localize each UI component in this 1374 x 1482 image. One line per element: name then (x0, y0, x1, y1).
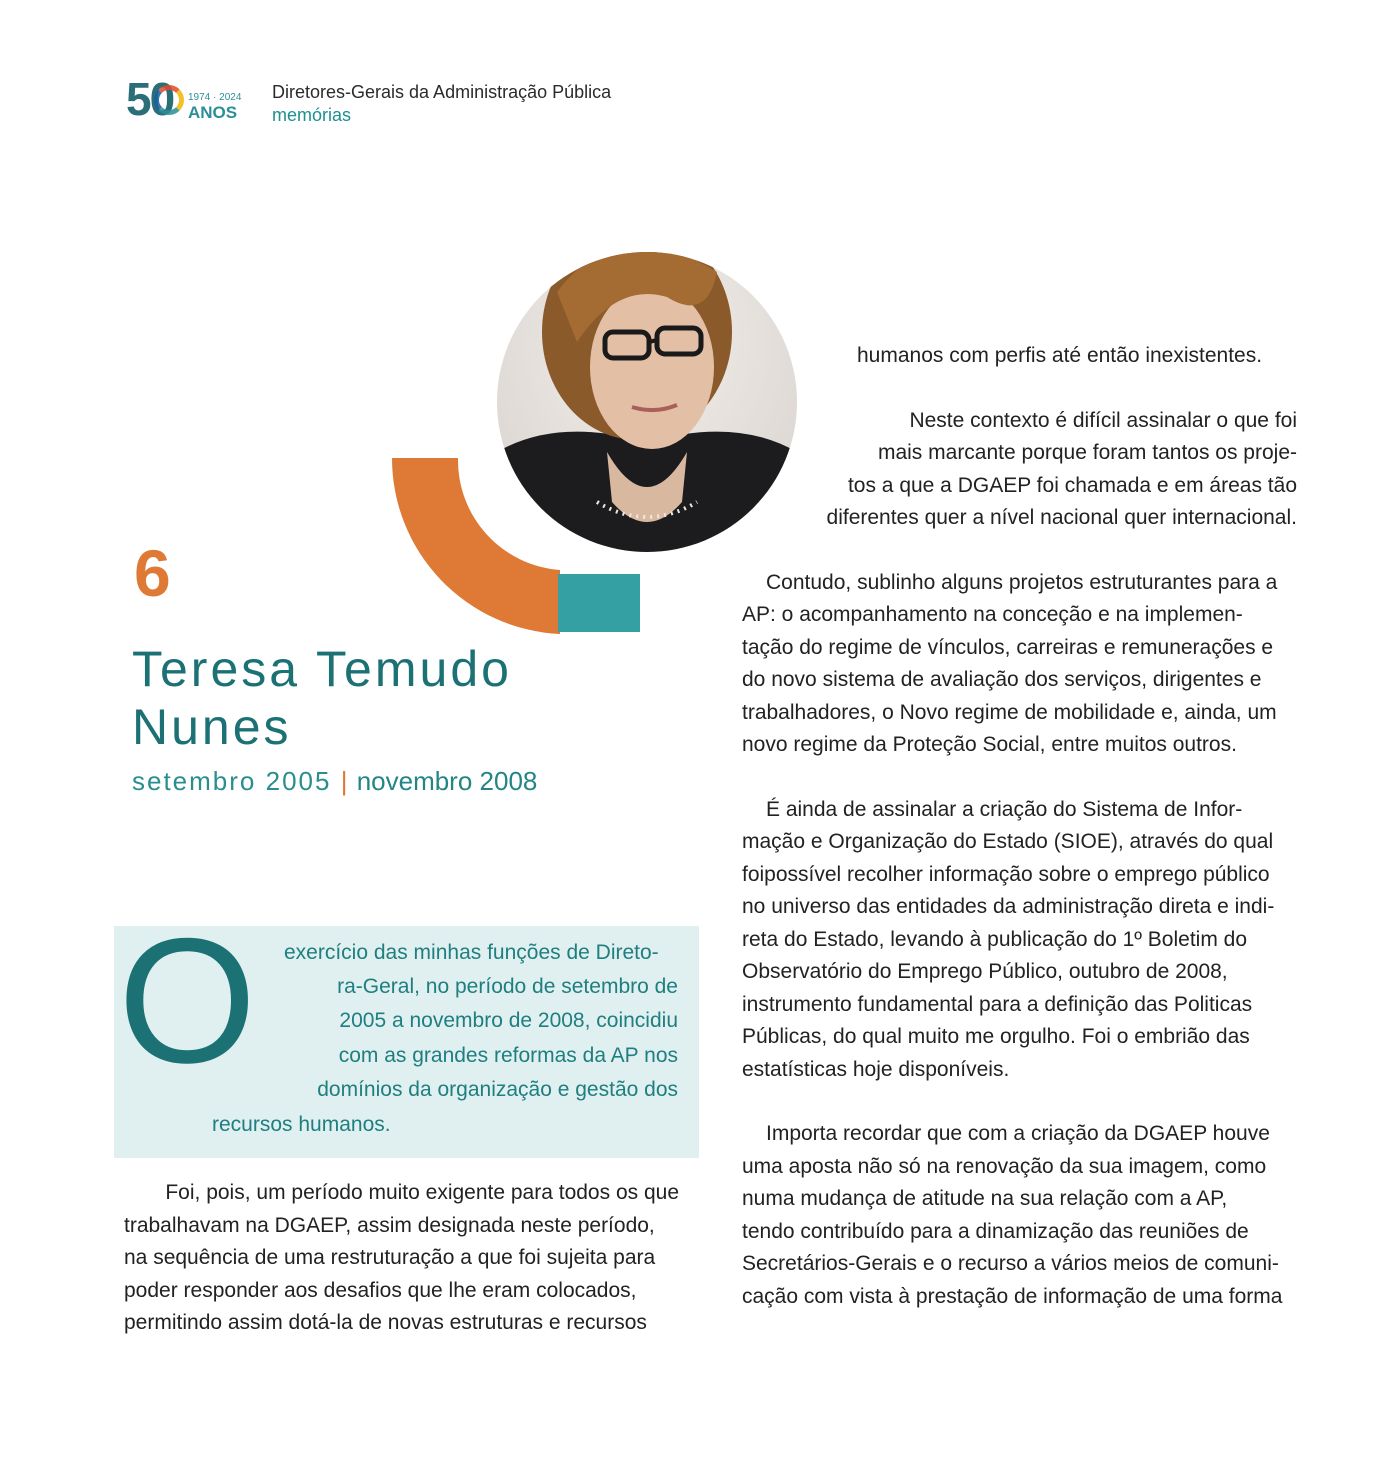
body-line: cação com vista à prestação de informação de uma forma (742, 1284, 1283, 1308)
body-line: trabalhavam na DGAEP, assim designada neste período, (124, 1213, 655, 1237)
body-line: instrumento fundamental para a definição das Politicas (742, 992, 1253, 1016)
body-line: É ainda de assinalar a criação do Sistema de Infor- (766, 797, 1243, 821)
term-dates (132, 766, 537, 797)
publication-title: Diretores-Gerais da Administração Pública (272, 82, 612, 102)
body-line: do novo sistema de avaliação dos serviços, dirigentes e (742, 668, 1262, 691)
body-line: mais marcante porque foram tantos os proje- (877, 441, 1297, 464)
body-line: uma aposta não só na renovação da sua imagem, como (742, 1154, 1267, 1178)
drop-cap: O (118, 901, 257, 1100)
body-line: Secretários-Gerais e o recurso a vários meios de comuni- (742, 1252, 1279, 1275)
body-line: no universo das entidades da administração direta e indi- (742, 895, 1275, 918)
body-line: Públicas, do qual muito me orgulho. Foi o embrião das (742, 1025, 1250, 1048)
body-line: Neste contexto é difícil assinalar o que foi (909, 408, 1297, 432)
anniversary-logo (126, 73, 252, 126)
logo-word: ANOS (188, 103, 238, 122)
body-line: novo regime da Proteção Social, entre muitos outros. (742, 733, 1237, 756)
intro-line: domínios da organização e gestão dos (317, 1078, 678, 1101)
person-name (132, 640, 652, 756)
right-column-text (742, 340, 1297, 1313)
body-line: tação do regime de vínculos, carreiras e remunerações e (742, 635, 1274, 659)
body-line: Foi, pois, um período muito exigente para todos os que (165, 1181, 679, 1204)
intro-line: recursos humanos. (212, 1113, 391, 1136)
body-line: numa mudança de atitude na sua relação com a AP, (742, 1187, 1228, 1210)
body-line: Observatório do Emprego Público, outubro de 2008, (742, 960, 1228, 983)
body-line: permitindo assim dotá-la de novas estruturas e recursos (124, 1311, 647, 1334)
body-line: humanos com perfis até então inexistentes. (857, 344, 1263, 367)
logo-number: 50 (126, 73, 174, 125)
body-line: Importa recordar que com a criação da DGAEP houve (766, 1122, 1270, 1145)
body-line: AP: o acompanhamento na conceção e na implemen- (742, 603, 1243, 626)
body-line: tos a que a DGAEP foi chamada e em áreas tão (847, 473, 1297, 497)
body-line: mação e Organização do Estado (SIOE), através do qual (742, 830, 1274, 853)
body-line: poder responder aos desafios que lhe eram colocados, (124, 1278, 637, 1302)
body-line: estatísticas hoje disponíveis. (742, 1057, 1010, 1081)
body-line: Contudo, sublinho alguns projetos estruturantes para a (766, 570, 1278, 594)
date-start: setembro 2005 (132, 766, 332, 796)
body-line: foipossível recolher informação sobre o emprego público (742, 862, 1270, 886)
body-line: trabalhadores, o Novo regime de mobilidade e, ainda, um (742, 700, 1277, 724)
intro-line: com as grandes reformas da AP nos (338, 1044, 678, 1067)
left-column-text (124, 1177, 679, 1340)
body-line: na sequência de uma restruturação a que foi sujeita para (124, 1246, 656, 1269)
person-name-line2: Nunes (132, 699, 292, 755)
chapter-number: 6 (134, 536, 171, 610)
arc-teal-segment (558, 574, 640, 632)
person-name-line1: Teresa Temudo (132, 641, 512, 697)
intro-line: ra-Geral, no período de setembro de (337, 975, 678, 998)
intro-line: 2005 a novembro de 2008, coincidiu (339, 1009, 678, 1032)
date-separator: | (340, 766, 348, 796)
logo-ring-icon (154, 85, 184, 115)
publication-subtitle: memórias (272, 105, 352, 125)
body-line: reta do Estado, levando à publicação do 1º Boletim do (742, 927, 1248, 951)
date-end: novembro 2008 (356, 766, 538, 796)
intro-line: exercício das minhas funções de Direto- (284, 941, 659, 964)
body-line: tendo contribuído para a dinamização das reuniões de (742, 1219, 1249, 1243)
body-line: diferentes quer a nível nacional quer internacional. (826, 506, 1297, 529)
logo-years: 1974 · 2024 (188, 92, 242, 103)
